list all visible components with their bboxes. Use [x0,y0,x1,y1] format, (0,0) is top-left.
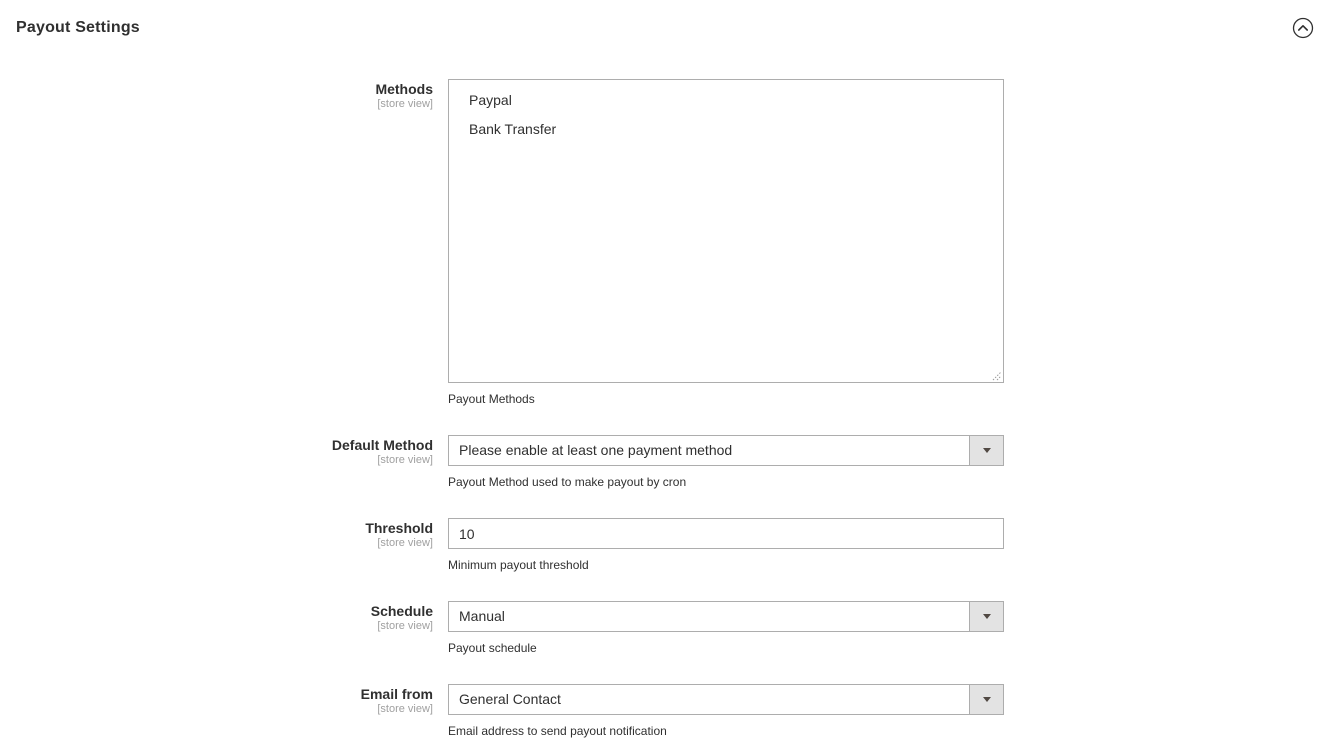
methods-note: Payout Methods [448,392,535,406]
schedule-note: Payout schedule [448,641,537,655]
threshold-scope-label: [store view] [377,537,433,549]
caret-down-icon [983,697,991,702]
multiselect-option-paypal[interactable]: Paypal [469,92,512,108]
schedule-scope-label: [store view] [377,620,433,632]
email-from-select[interactable] [448,684,1004,715]
methods-label: Methods [375,81,433,97]
resize-handle-icon[interactable] [989,368,1002,381]
threshold-input[interactable] [448,518,1004,549]
threshold-label: Threshold [365,520,433,536]
default-method-dropdown-button[interactable] [969,436,1003,465]
schedule-label: Schedule [370,603,433,619]
field-row-schedule [0,601,1343,655]
field-row-methods [0,79,1343,406]
field-row-threshold [0,518,1343,572]
methods-multiselect[interactable] [448,79,1004,383]
payout-settings-form [0,79,1343,738]
multiselect-option-bank-transfer[interactable]: Bank Transfer [469,121,557,137]
email-from-selected-value: General Contact [459,691,561,707]
caret-down-icon [983,448,991,453]
default-method-scope-label: [store view] [377,454,433,466]
default-method-selected-value: Please enable at least one payment method [459,442,733,458]
default-method-label: Default Method [331,437,433,453]
collapse-section-button[interactable] [1292,17,1314,39]
email-from-dropdown-button[interactable] [969,685,1003,714]
default-method-note: Payout Method used to make payout by cron [448,475,687,489]
methods-scope-label: [store view] [377,98,433,110]
schedule-select[interactable] [448,601,1004,632]
email-from-note: Email address to send payout notification [448,724,667,738]
schedule-selected-value: Manual [459,608,505,624]
field-row-default-method [0,435,1343,489]
section-header [0,0,1343,37]
caret-down-icon [983,614,991,619]
default-method-select[interactable] [448,435,1004,466]
field-row-email-from [0,684,1343,738]
schedule-dropdown-button[interactable] [969,602,1003,631]
threshold-note: Minimum payout threshold [448,558,589,572]
chevron-up-circle-icon [1292,27,1314,42]
email-from-scope-label: [store view] [377,703,433,715]
email-from-label: Email from [360,686,433,702]
page-title: Payout Settings [16,19,140,36]
